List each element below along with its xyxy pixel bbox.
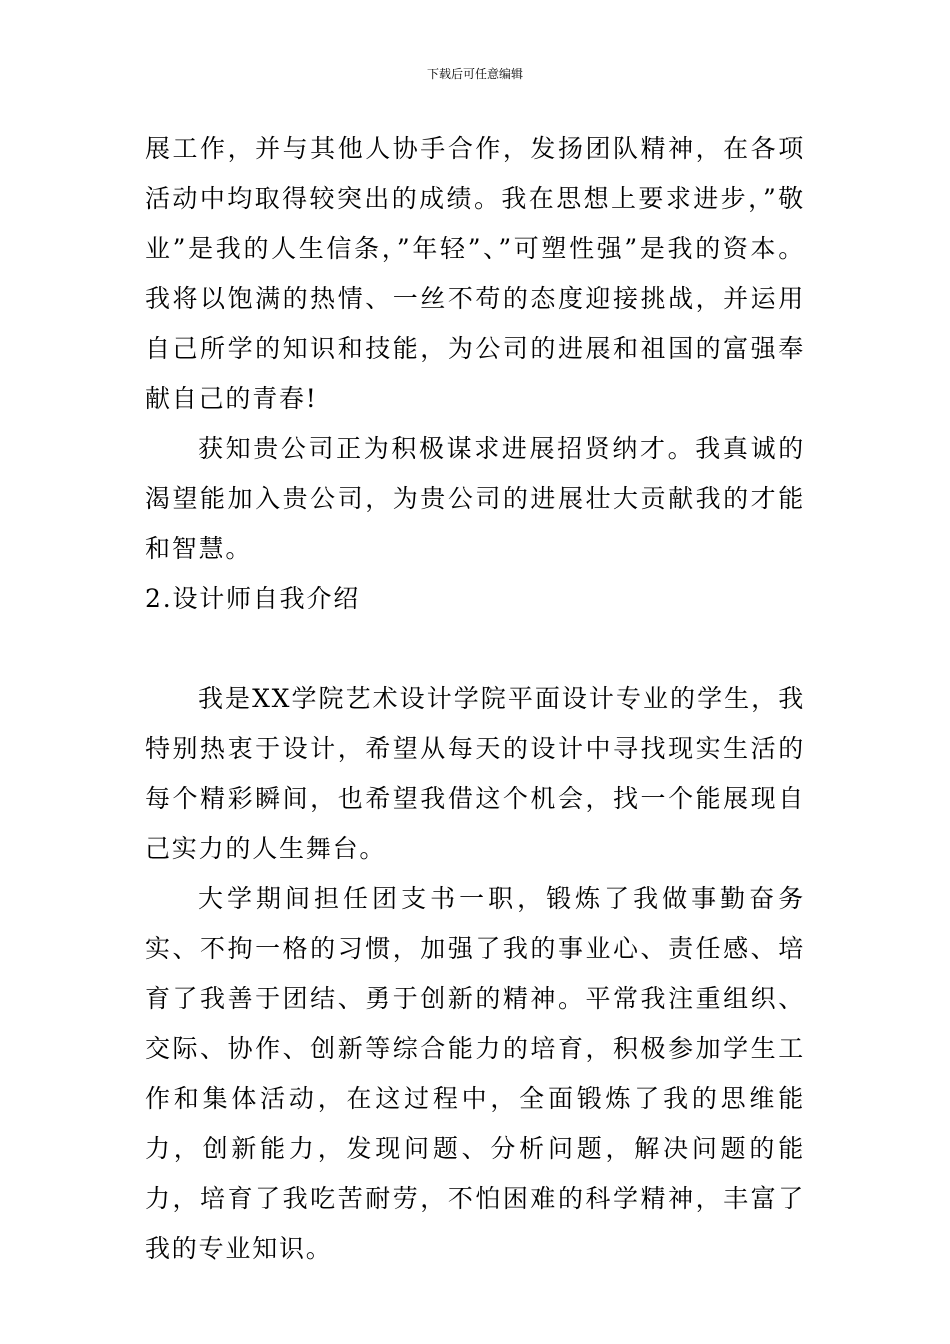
- paragraph-continuation: 展工作，并与其他人协手合作，发扬团队精神，在各项活动中均取得较突出的成绩。我在思想上要求进步，”敬业”是我的人生信条，”年轻”、”可塑性强”是我的资本。我将以饱满的热情、一丝不苟的态度迎接挑战，并运用自己所学的知识和技能，为公司的进展和祖国的富强奉献自己的青春!: [145, 134, 805, 413]
- header-note: 下载后可任意编辑: [426, 67, 523, 81]
- document-body: [145, 124, 805, 1274]
- paragraph-application: 获知贵公司正为积极谋求进展招贤纳才。我真诚的渴望能加入贵公司，为贵公司的进展壮大贡献我的才能和智慧。: [145, 434, 805, 563]
- section-heading: 2.设计师自我介绍: [145, 584, 361, 613]
- paragraph-university: 大学期间担任团支书一职，锻炼了我做事勤奋务实、不拘一格的习惯，加强了我的事业心、责任感、培育了我善于团结、勇于创新的精神。平常我注重组织、交际、协作、创新等综合能力的培育，积极参加学生工作和集体活动，在这过程中，全面锻炼了我的思维能力，创新能力，发现问题、分析问题，解决问题的能力，培育了我吃苦耐劳，不怕困难的科学精神，丰富了我的专业知识。: [145, 884, 805, 1263]
- paragraph-introduction: 我是XX学院艺术设计学院平面设计专业的学生，我特别热衷于设计，希望从每天的设计中寻找现实生活的每个精彩瞬间，也希望我借这个机会，找一个能展现自己实力的人生舞台。: [145, 684, 805, 863]
- blank-line: [145, 624, 805, 674]
